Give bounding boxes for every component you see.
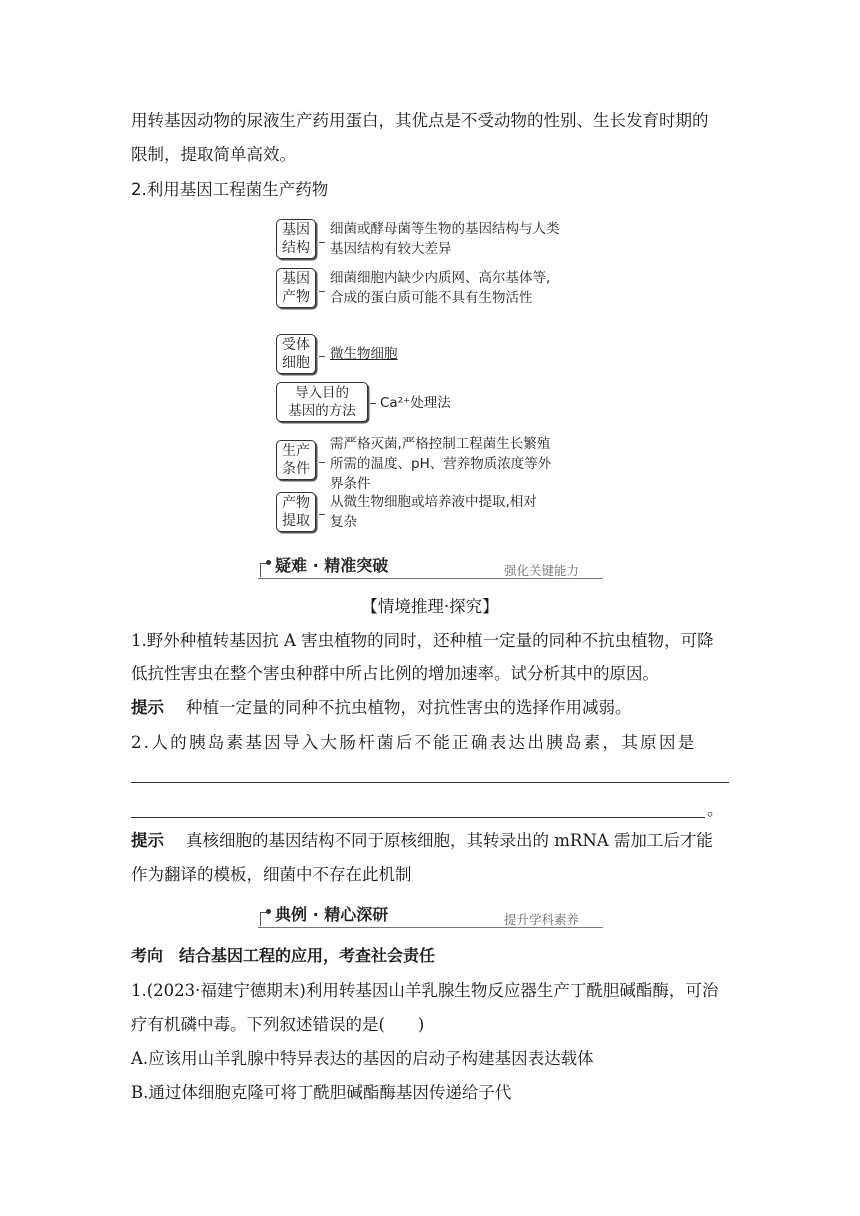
example-1-line-1: 1.(2023·福建宁德期末)利用转基因山羊乳腺生物反应器生产丁酰胆碱酯酶，可治 <box>131 981 719 1000</box>
banner-subtitle: 提升学科素养 <box>504 912 580 927</box>
diagram-label-gene-structure: 基因 结构 <box>276 219 316 259</box>
intro-line-1: 用转基因动物的尿液生产药用蛋白，其优点是不受动物的性别、生长发育时期的 <box>131 111 709 130</box>
hint-text: 真核细胞的基因结构不同于原核细胞，其转录出的 mRNA 需加工后才能 <box>186 831 713 850</box>
intro-line-2: 限制，提取简单高效。 <box>131 145 296 164</box>
example-1-line-2: 疗有机磷中毒。下列叙述错误的是( ) <box>131 1015 425 1034</box>
hint-2-line-2: 作为翻译的模板，细菌中不存在此机制 <box>131 865 412 884</box>
option-a: A.应该用山羊乳腺中特异表达的基因的启动子构建基因表达载体 <box>131 1049 594 1068</box>
gene-engineering-diagram <box>270 216 610 536</box>
hint-label: 提示 <box>131 698 164 717</box>
hint-text: 种植一定量的同种不抗虫植物，对抗性害虫的选择作用减弱。 <box>186 698 632 717</box>
answer-blank-2 <box>131 817 705 818</box>
question-2-line-1: 2.人的胰岛素基因导入大肠杆菌后不能正确表达出胰岛素，其原因是 <box>131 733 697 752</box>
diagram-text-introduction-method: Ca²⁺处理法 <box>380 395 451 411</box>
answer-blank-1 <box>131 782 729 783</box>
hint-2-line-1 <box>131 831 713 851</box>
diagram-text-production-conditions: 需严格灭菌,严格控制工程菌生长繁殖 所需的温度、pH、营养物质浓度等外 界条件 <box>330 436 552 492</box>
diagram-label-production-conditions: 生产 条件 <box>276 440 316 480</box>
hint-1 <box>131 698 632 718</box>
banner-title: 疑难 · 精准突破 <box>275 556 389 575</box>
diagram-text-gene-structure: 细菌或酵母菌等生物的基因结构与人类 基因结构有较大差异 <box>330 221 560 257</box>
question-2-end-mark: 。 <box>707 800 724 819</box>
diagram-label-product-extraction: 产物 提取 <box>276 492 316 532</box>
question-1-line-1: 1.野外种植转基因抗 A 害虫植物的同时，还种植一定量的同种不抗虫植物，可降 <box>131 631 714 650</box>
diagram-text-recipient-cell: 微生物细胞 <box>330 346 398 362</box>
situation-heading: 【情境推理·探究】 <box>361 597 499 616</box>
hint-label: 提示 <box>131 831 164 850</box>
section-banner-difficulty <box>258 551 603 581</box>
option-b: B.通过体细胞克隆可将丁酰胆碱酯酶基因传递给子代 <box>131 1083 512 1102</box>
diagram-label-introduction-method: 导入目的 基因的方法 <box>276 382 368 422</box>
topic-heading: 考向 结合基因工程的应用，考查社会责任 <box>131 946 436 965</box>
banner-title: 典例 · 精心深研 <box>275 905 389 924</box>
section-banner-example <box>258 900 603 930</box>
diagram-text-gene-product: 细菌细胞内缺少内质网、高尔基体等, 合成的蛋白质可能不具有生物活性 <box>330 270 551 306</box>
diagram-label-gene-product: 基因 产物 <box>276 268 316 308</box>
diagram-text-product-extraction: 从微生物细胞或培养液中提取,相对 复杂 <box>330 494 537 530</box>
banner-subtitle: 强化关键能力 <box>504 563 580 578</box>
section-heading: 2.利用基因工程菌生产药物 <box>131 180 329 199</box>
question-1-line-2: 低抗性害虫在整个害虫种群中所占比例的增加速率。试分析其中的原因。 <box>131 664 659 683</box>
diagram-label-recipient-cell: 受体 细胞 <box>276 334 316 374</box>
